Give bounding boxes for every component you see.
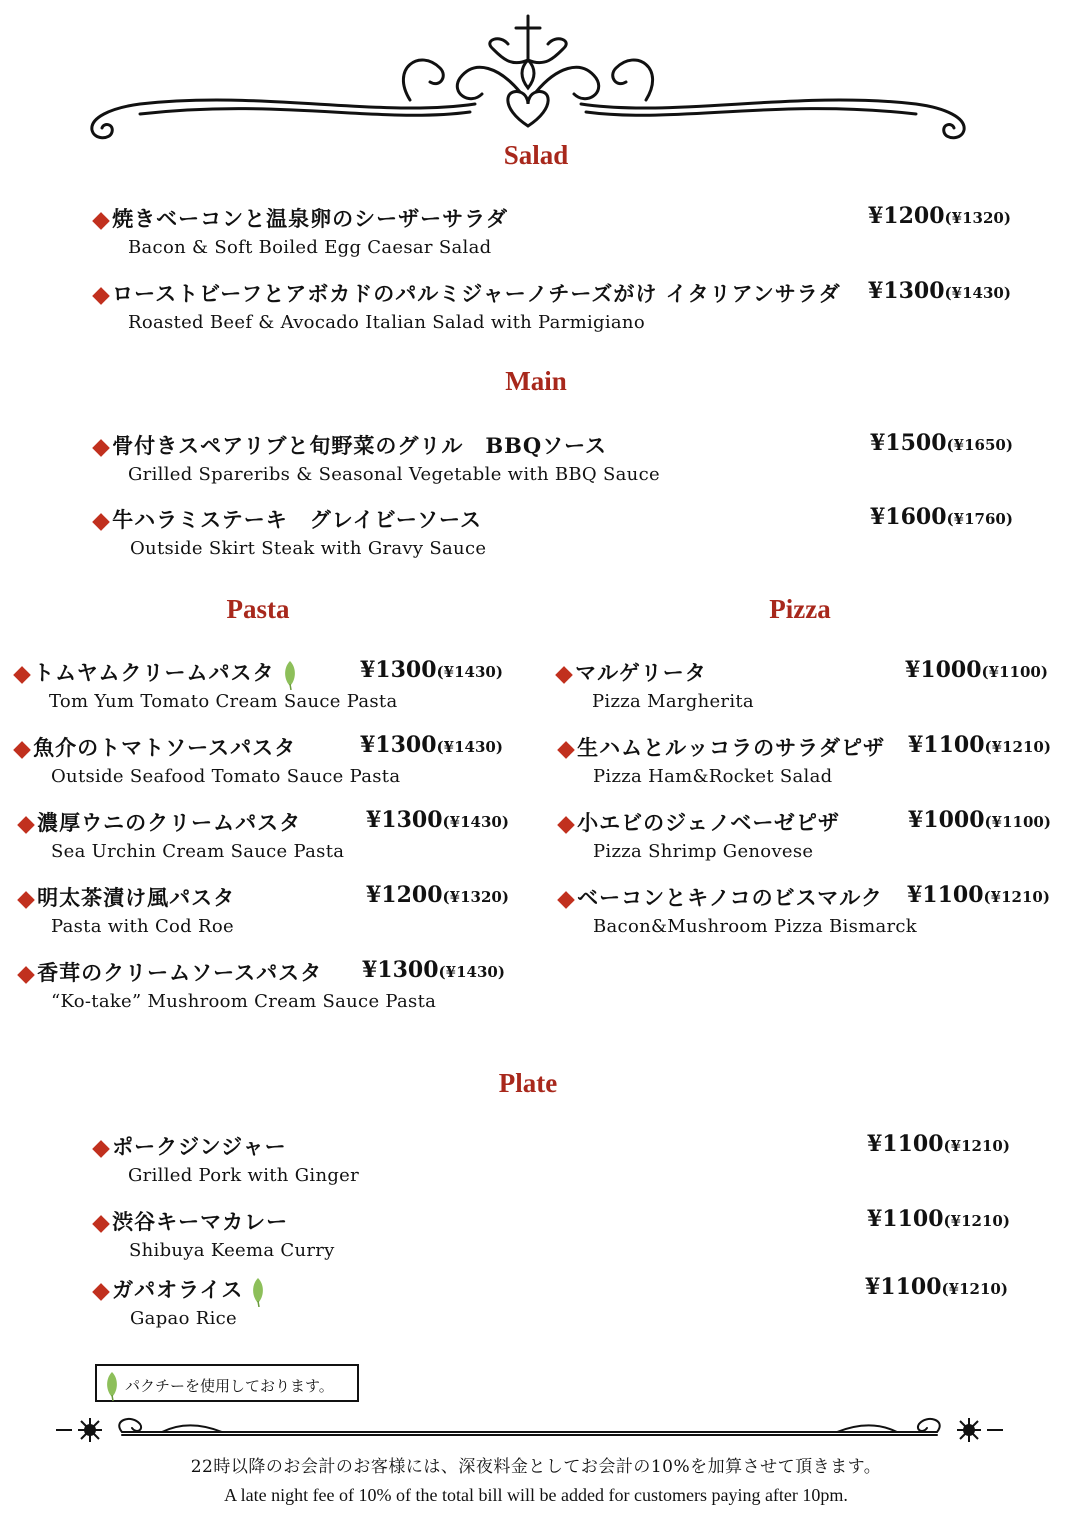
item-name-jp: ポークジンジャー <box>112 1134 287 1159</box>
item-name-en: Pizza Ham&Rocket Salad <box>593 766 833 787</box>
footer-note-en: A late night fee of 10% of the total bill will be added for customers paying after 10pm. <box>224 1485 848 1505</box>
bullet-icon: ◆ <box>557 808 577 837</box>
menu-item <box>556 657 1046 717</box>
item-name-jp: 生ハムとルッコラのサラダピザ <box>577 735 885 760</box>
menu-item <box>557 732 1051 792</box>
item-name-en: Outside Seafood Tomato Sauce Pasta <box>51 766 401 787</box>
coriander-legend <box>95 1364 359 1402</box>
bullet-icon: ◆ <box>92 505 112 534</box>
item-price: ¥1100 <box>908 732 985 758</box>
item-price: ¥1300 <box>360 657 437 683</box>
item-price-tax: (¥1320) <box>944 209 1011 227</box>
section-title-salad: Salad <box>503 140 569 170</box>
item-name-jp: 濃厚ウニのクリームパスタ <box>37 810 302 835</box>
item-name-jp: 小エビのジェノベーゼピザ <box>577 810 840 835</box>
menu-item <box>92 1274 1008 1334</box>
item-price: ¥1300 <box>360 732 437 758</box>
leaf-icon <box>251 1277 265 1307</box>
bullet-icon: ◆ <box>17 958 37 987</box>
item-price-tax: (¥1100) <box>984 813 1051 831</box>
leaf-icon <box>105 1371 119 1401</box>
item-price-tax: (¥1760) <box>946 510 1013 528</box>
menu-item <box>92 278 1011 338</box>
item-name-en: Gapao Rice <box>130 1308 237 1329</box>
item-price: ¥1300 <box>362 957 439 983</box>
item-name-jp: 明太茶漬け風パスタ <box>37 885 236 910</box>
item-price-tax: (¥1210) <box>941 1280 1008 1298</box>
item-price: ¥1100 <box>907 882 984 908</box>
item-price: ¥1600 <box>870 504 947 530</box>
bullet-icon: ◆ <box>92 1132 112 1161</box>
menu-item <box>92 504 1013 564</box>
bullet-icon: ◆ <box>92 1207 112 1236</box>
section-title-plate: Plate <box>498 1068 558 1098</box>
menu-item <box>92 203 1011 263</box>
bullet-icon: ◆ <box>13 733 33 762</box>
item-name-jp: 香茸のクリームソースパスタ <box>37 960 323 985</box>
menu-item <box>558 882 1048 942</box>
item-price-tax: (¥1320) <box>442 888 509 906</box>
menu-item <box>18 957 508 1017</box>
menu-item <box>92 1131 1010 1191</box>
item-price-tax: (¥1430) <box>436 738 503 756</box>
top-ornament <box>80 8 980 148</box>
item-price-tax: (¥1430) <box>436 663 503 681</box>
item-name-jp: 牛ハラミステーキ グレイビーソース <box>112 507 482 532</box>
leaf-icon <box>283 660 297 690</box>
item-name-jp: 焼きベーコンと温泉卵のシーザーサラダ <box>112 206 508 231</box>
item-price-tax: (¥1210) <box>943 1137 1010 1155</box>
item-name-jp: トムヤムクリームパスタ <box>33 660 275 685</box>
bullet-icon: ◆ <box>92 279 112 308</box>
bullet-icon: ◆ <box>557 733 577 762</box>
item-name-en: Tom Yum Tomato Cream Sauce Pasta <box>49 691 398 712</box>
item-price: ¥1000 <box>905 657 982 683</box>
bullet-icon: ◆ <box>17 808 37 837</box>
item-name-en: Bacon&Mushroom Pizza Bismarck <box>593 916 918 937</box>
bullet-icon: ◆ <box>92 431 112 460</box>
item-price: ¥1200 <box>366 882 443 908</box>
item-price: ¥1000 <box>908 807 985 833</box>
item-price-tax: (¥1650) <box>946 436 1013 454</box>
menu-item <box>92 1206 1010 1266</box>
menu-item <box>14 732 504 792</box>
bullet-icon: ◆ <box>92 1275 112 1304</box>
item-name-en: Sea Urchin Cream Sauce Pasta <box>51 841 345 862</box>
item-name-en: Bacon & Soft Boiled Egg Caesar Salad <box>128 237 492 258</box>
item-name-en: Pasta with Cod Roe <box>51 916 234 937</box>
item-price: ¥1200 <box>868 203 945 229</box>
section-title-pizza: Pizza <box>769 594 831 624</box>
item-name-jp: マルゲリータ <box>575 660 707 685</box>
item-price: ¥1500 <box>870 430 947 456</box>
menu-item <box>92 430 1013 490</box>
item-price-tax: (¥1210) <box>983 888 1050 906</box>
menu-item <box>557 807 1051 867</box>
item-name-en: Shibuya Keema Curry <box>129 1240 335 1261</box>
item-price: ¥1100 <box>867 1206 944 1232</box>
item-price-tax: (¥1210) <box>984 738 1051 756</box>
item-price-tax: (¥1430) <box>438 963 505 981</box>
item-name-jp: ベーコンとキノコのビスマルク <box>577 885 883 910</box>
item-name-en: Grilled Spareribs & Seasonal Vegetable with BBQ Sauce <box>128 464 660 485</box>
item-name-en: Roasted Beef & Avocado Italian Salad with Parmigiano <box>128 312 645 333</box>
item-name-en: Grilled Pork with Ginger <box>128 1165 360 1186</box>
item-price: ¥1100 <box>867 1131 944 1157</box>
menu-item <box>18 807 508 867</box>
item-price: ¥1300 <box>868 278 945 304</box>
item-name-jp: 渋谷キーマカレー <box>112 1209 289 1234</box>
bullet-icon: ◆ <box>555 658 575 687</box>
bullet-icon: ◆ <box>557 883 577 912</box>
item-name-jp: ガパオライス <box>112 1277 244 1302</box>
item-price: ¥1300 <box>366 807 443 833</box>
legend-text: パクチーを使用しております。 <box>125 1377 334 1395</box>
bottom-ornament <box>52 1410 1007 1446</box>
item-name-jp: ローストビーフとアボカドのパルミジャーノチーズがけ イタリアンサラダ <box>112 281 841 306</box>
item-name-jp: 骨付きスペアリブと旬野菜のグリル BBQソース <box>112 433 608 458</box>
item-price-tax: (¥1430) <box>944 284 1011 302</box>
item-name-en: Outside Skirt Steak with Gravy Sauce <box>130 538 487 559</box>
menu-item <box>14 657 504 717</box>
footer-note-jp: 22時以降のお会計のお客様には、深夜料金としてお会計の10%を加算させて頂きます。 <box>190 1457 882 1477</box>
item-price-tax: (¥1430) <box>442 813 509 831</box>
item-price-tax: (¥1210) <box>943 1212 1010 1230</box>
item-name-en: “Ko-take” Mushroom Cream Sauce Pasta <box>51 991 437 1012</box>
bullet-icon: ◆ <box>13 658 33 687</box>
item-price: ¥1100 <box>865 1274 942 1300</box>
menu-item <box>18 882 508 942</box>
item-name-en: Pizza Shrimp Genovese <box>593 841 814 862</box>
bullet-icon: ◆ <box>17 883 37 912</box>
item-name-jp: 魚介のトマトソースパスタ <box>33 735 297 760</box>
item-price-tax: (¥1100) <box>981 663 1048 681</box>
item-name-en: Pizza Margherita <box>592 691 754 712</box>
section-title-main: Main <box>505 366 567 396</box>
bullet-icon: ◆ <box>92 204 112 233</box>
section-title-pasta: Pasta <box>226 594 290 624</box>
